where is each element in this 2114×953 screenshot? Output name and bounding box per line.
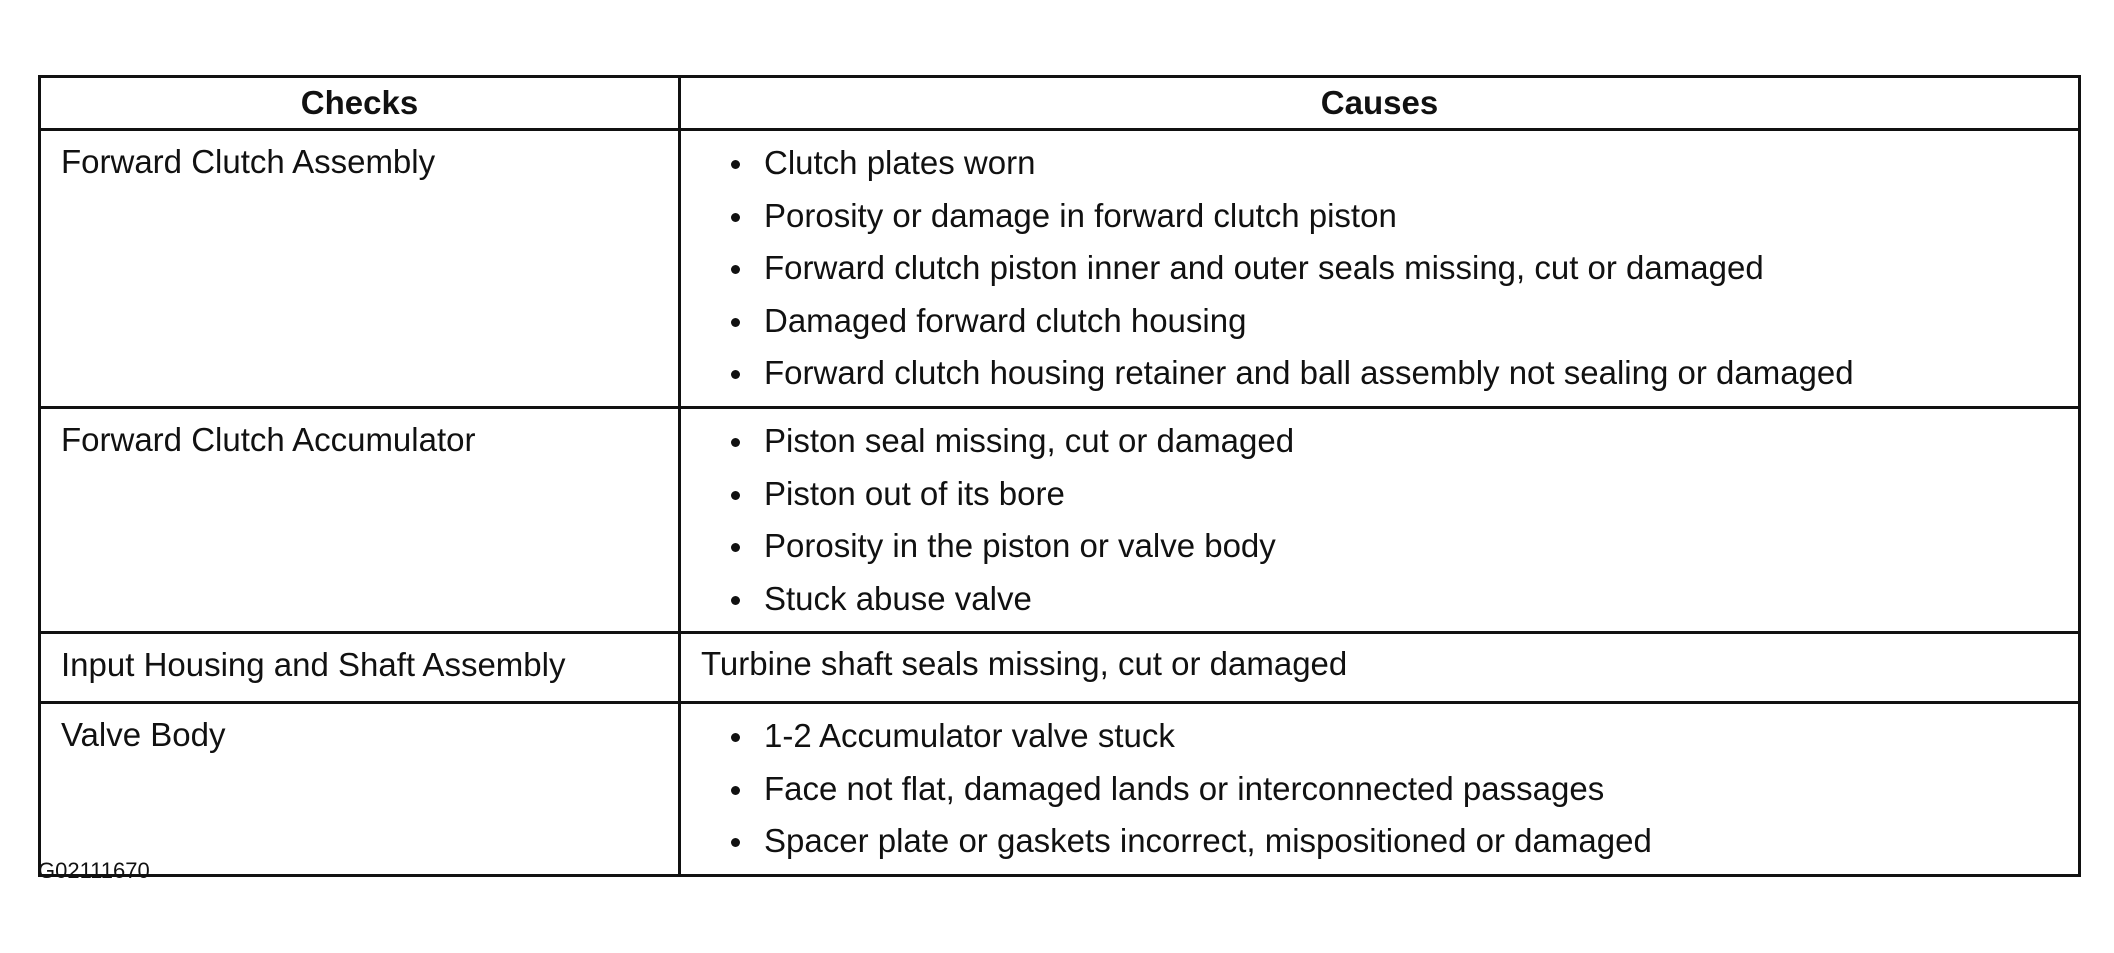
table-row	[40, 633, 2080, 703]
cause-item	[726, 347, 2060, 400]
cause-item	[726, 242, 2060, 295]
causes-column-header: Causes	[680, 77, 2080, 130]
cause-item	[726, 520, 2060, 573]
cause-text: Porosity or damage in forward clutch piston	[764, 196, 1397, 234]
table-row	[40, 408, 2080, 633]
causes-list	[726, 415, 2060, 625]
check-cell: Forward Clutch Assembly	[40, 130, 680, 408]
table-row	[40, 130, 2080, 408]
cause-text: Stuck abuse valve	[764, 579, 1032, 617]
checks-causes-table	[38, 75, 2081, 877]
causes-list	[726, 710, 2060, 868]
cause-item	[726, 763, 2060, 816]
diagnosis-table-container	[38, 75, 2078, 877]
cause-text: Piston seal missing, cut or damaged	[764, 422, 1295, 459]
figure-id: G02111670	[38, 858, 150, 883]
cause-text: Porosity in the piston or valve body	[764, 527, 1276, 564]
causes-cell	[680, 130, 2080, 408]
cause-item	[726, 468, 2060, 521]
check-cell: Forward Clutch Accumulator	[40, 408, 680, 633]
cause-text: 1-2 Accumulator valve stuck	[764, 717, 1175, 754]
cause-text: Spacer plate or gaskets incorrect, mispositioned or damaged	[764, 822, 1652, 859]
cause-item	[726, 710, 2060, 763]
cause-text: Face not flat, damaged lands or interconnected passages	[764, 769, 1605, 807]
checks-column-header: Checks	[40, 77, 680, 130]
cause-item	[726, 415, 2060, 468]
causes-cell	[680, 703, 2080, 876]
table-row	[40, 703, 2080, 876]
table-header-row	[40, 77, 2080, 130]
cause-text: Forward clutch piston inner and outer seals missing, cut or damaged	[764, 249, 1764, 286]
cause-text-cell: Turbine shaft seals missing, cut or damaged	[680, 633, 2080, 703]
cause-text: Clutch plates worn	[764, 144, 1036, 181]
causes-list	[726, 137, 2060, 400]
cause-text: Forward clutch housing retainer and ball assembly not sealing or damaged	[764, 354, 1854, 391]
check-cell: Valve Body	[40, 703, 680, 876]
check-cell: Input Housing and Shaft Assembly	[40, 633, 680, 703]
cause-item	[726, 815, 2060, 868]
cause-item	[726, 137, 2060, 190]
cause-item	[726, 190, 2060, 243]
cause-text: Damaged forward clutch housing	[764, 301, 1247, 339]
cause-item	[726, 573, 2060, 626]
cause-item	[726, 295, 2060, 348]
cause-text: Piston out of its bore	[764, 474, 1065, 512]
causes-cell	[680, 408, 2080, 633]
